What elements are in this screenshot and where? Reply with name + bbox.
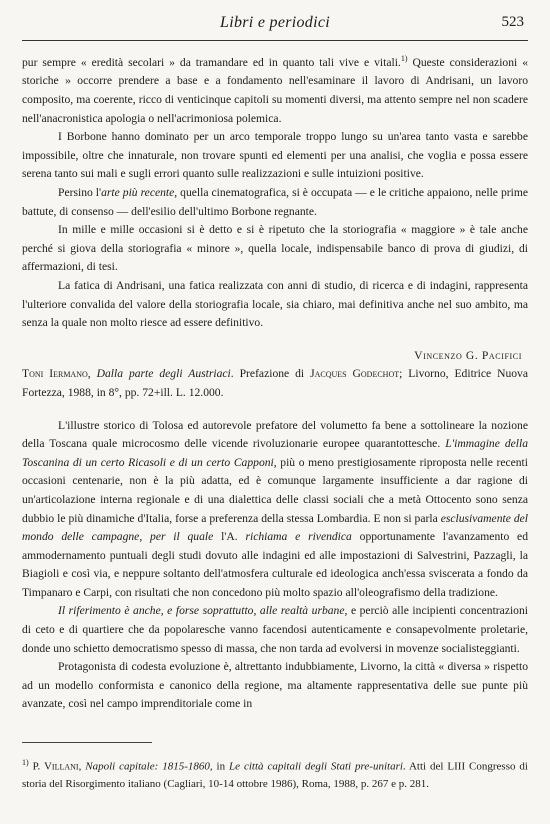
footnote: $^{1)}$ P. Villani, Napoli capitale: 1815-1860, in Le città capitali degli Stati pre-unitari. Atti del LIII Congresso di storia del Risorgimento italiano (Cagliari, 10-14 ottobre 1986), Roma, 1988, p. 267 e p. 281. bbox=[22, 758, 528, 790]
footnote-ref[interactable]: 1) bbox=[400, 54, 408, 63]
page-number: 523 bbox=[501, 14, 524, 30]
preface-author: Jacques Godechot bbox=[310, 367, 400, 381]
page-body bbox=[22, 50, 528, 714]
text-run: L'illustre storico di Tolosa ed autorevole prefatore del volumetto fa bene a sottolineare la nozione della Toscana quale microcosmo delle vicende rivoluzionarie europee quarantottesche. bbox=[22, 418, 528, 451]
review-text bbox=[22, 417, 528, 715]
publication-info: ; Livorno, Editrice Nuova Fortezza, 1988, in 8°, pp. 72+ill. L. 12.000. bbox=[22, 367, 529, 399]
italic-text: richiama e rivendica bbox=[245, 530, 352, 544]
footnote-title: Napoli capitale: 1815-1860 bbox=[85, 760, 210, 773]
paragraph: La fatica di Andrisani, una fatica realizzata con anni di studio, di ricerca e di indagini, rappresenta l'ulteriore convalida del valore della storiografia locale, sia chiaro, mai definitiva anche nel suo ambito, ma senza la quale non molto riesce ad essere definitivo. bbox=[22, 278, 528, 330]
paragraph: In mille e mille occasioni si è detto e si è ripetuto che la storiografia « maggiore » è tale anche perché si giova della storiografia « minore », quella locale, indispensabile banco di prova di giudizi, di affermazioni, di tesi. bbox=[22, 223, 528, 274]
text-run: , più o meno prestigiosamente riproposta nelle recenti occasioni centenarie, non è la più adatta, ed è comunque largamente insufficiente a dar ragione di un'articolazione interna regionale e di una dialettica delle classi sociali che a metà Ottocento sono senza dubbio le più dinamiche d'Italia, forse a preferenza della stessa Lombardia. E non si parla bbox=[22, 455, 528, 525]
text-run: Protagonista di codesta evoluzione è, altrettanto indubbiamente, Livorno, la città « diversa » rispetto ad un modello conformista e canonico della regione, ma altamente rappresentativa delle sue punte più avanzate, così nel campo imprenditoriale come in bbox=[22, 660, 528, 711]
paragraph: Persino l'arte più recente, quella cinematografica, si è occupata — e le critiche appaiono, nelle prime battute, di consenso — dell'esilio dell'ultimo Borbone regnante. bbox=[22, 186, 528, 218]
italic-text: L'immagine della Toscanina di un certo Ricasoli e di un certo Capponi bbox=[22, 437, 529, 469]
review-title: Dalla parte degli Austriaci bbox=[96, 367, 231, 381]
review-bibliographic-heading: Toni Iermano, Dalla parte degli Austriaci. Prefazione di Jacques Godechot; Livorno, Editrice Nuova Fortezza, 1988, in 8°, pp. 72+ill. L. 12.000. bbox=[22, 367, 529, 399]
header-rule bbox=[22, 40, 528, 41]
footnote-rule bbox=[22, 742, 152, 743]
text-run: opportunamente l'avanzamento ed ammodernamento puntuali degli studi dovuto alle indagini ed alle impostazioni di Salvestrini, Pazzagli, la Biagioli e così via, e neppure soltanto dell'atmosfera culturale ed ideologica anch'essa sviscerata a fondo da Timpanaro e Carpi, con risultati che non concedono più molto spazio all'oleografismo della tradizione. bbox=[22, 530, 528, 599]
italic-text: Il riferimento è anche, e forse soprattutto, alle realtà urbane bbox=[58, 604, 345, 618]
paragraph: pur sempre « eredità secolari » da tramandare ed in quanto tali vive e vitali.$^{1)}$ Queste considerazioni « storiche » occorre prendere a base e a fondamento nell'esaminare il lavoro di Andrisani, un lavoro composito, ma coerente, ricco di venticinque capitoli su momenti diversi, ma attento sempre nel non scadere nell'anacronistica apologia o nell'acrimoniosa polemica. bbox=[22, 54, 528, 125]
review-author: Toni Iermano bbox=[22, 367, 88, 381]
footnote-collection: Le città capitali degli Stati pre-unitari bbox=[229, 760, 403, 773]
text-run: , e perciò alle incipienti concentrazioni di ceto e di quartiere che da popolaresche vanno facendosi autenticamente e consapevolmente proletarie, donde uno schietto democratismo spesso di massa, che non tarda ad evolversi in movenze socialisteggianti. bbox=[22, 604, 528, 655]
review-signature: Vincenzo G. Pacifici bbox=[414, 348, 522, 362]
footnote-marker: 1) bbox=[22, 758, 29, 767]
paragraph: I Borbone hanno dominato per un arco temporale troppo lungo su un'area tanto vasta e sarebbe impossibile, oltre che innaturale, non trovare spunti ed elementi per una analisi, che voglia e possa essere serena tanto sui mali e sugli errori quanto sulle realizzazioni e sulle intuizioni positive. bbox=[22, 130, 528, 181]
text-run: l'A. bbox=[213, 530, 246, 544]
footnote-author: P. Villani bbox=[32, 760, 79, 773]
italic-text: esclusivamente del mondo delle campagne, per il quale bbox=[22, 511, 528, 544]
paragraph bbox=[22, 417, 528, 603]
page-header bbox=[26, 14, 524, 36]
running-title: Libri e periodici bbox=[220, 14, 330, 31]
paragraph bbox=[22, 658, 528, 714]
paragraph bbox=[22, 602, 528, 658]
